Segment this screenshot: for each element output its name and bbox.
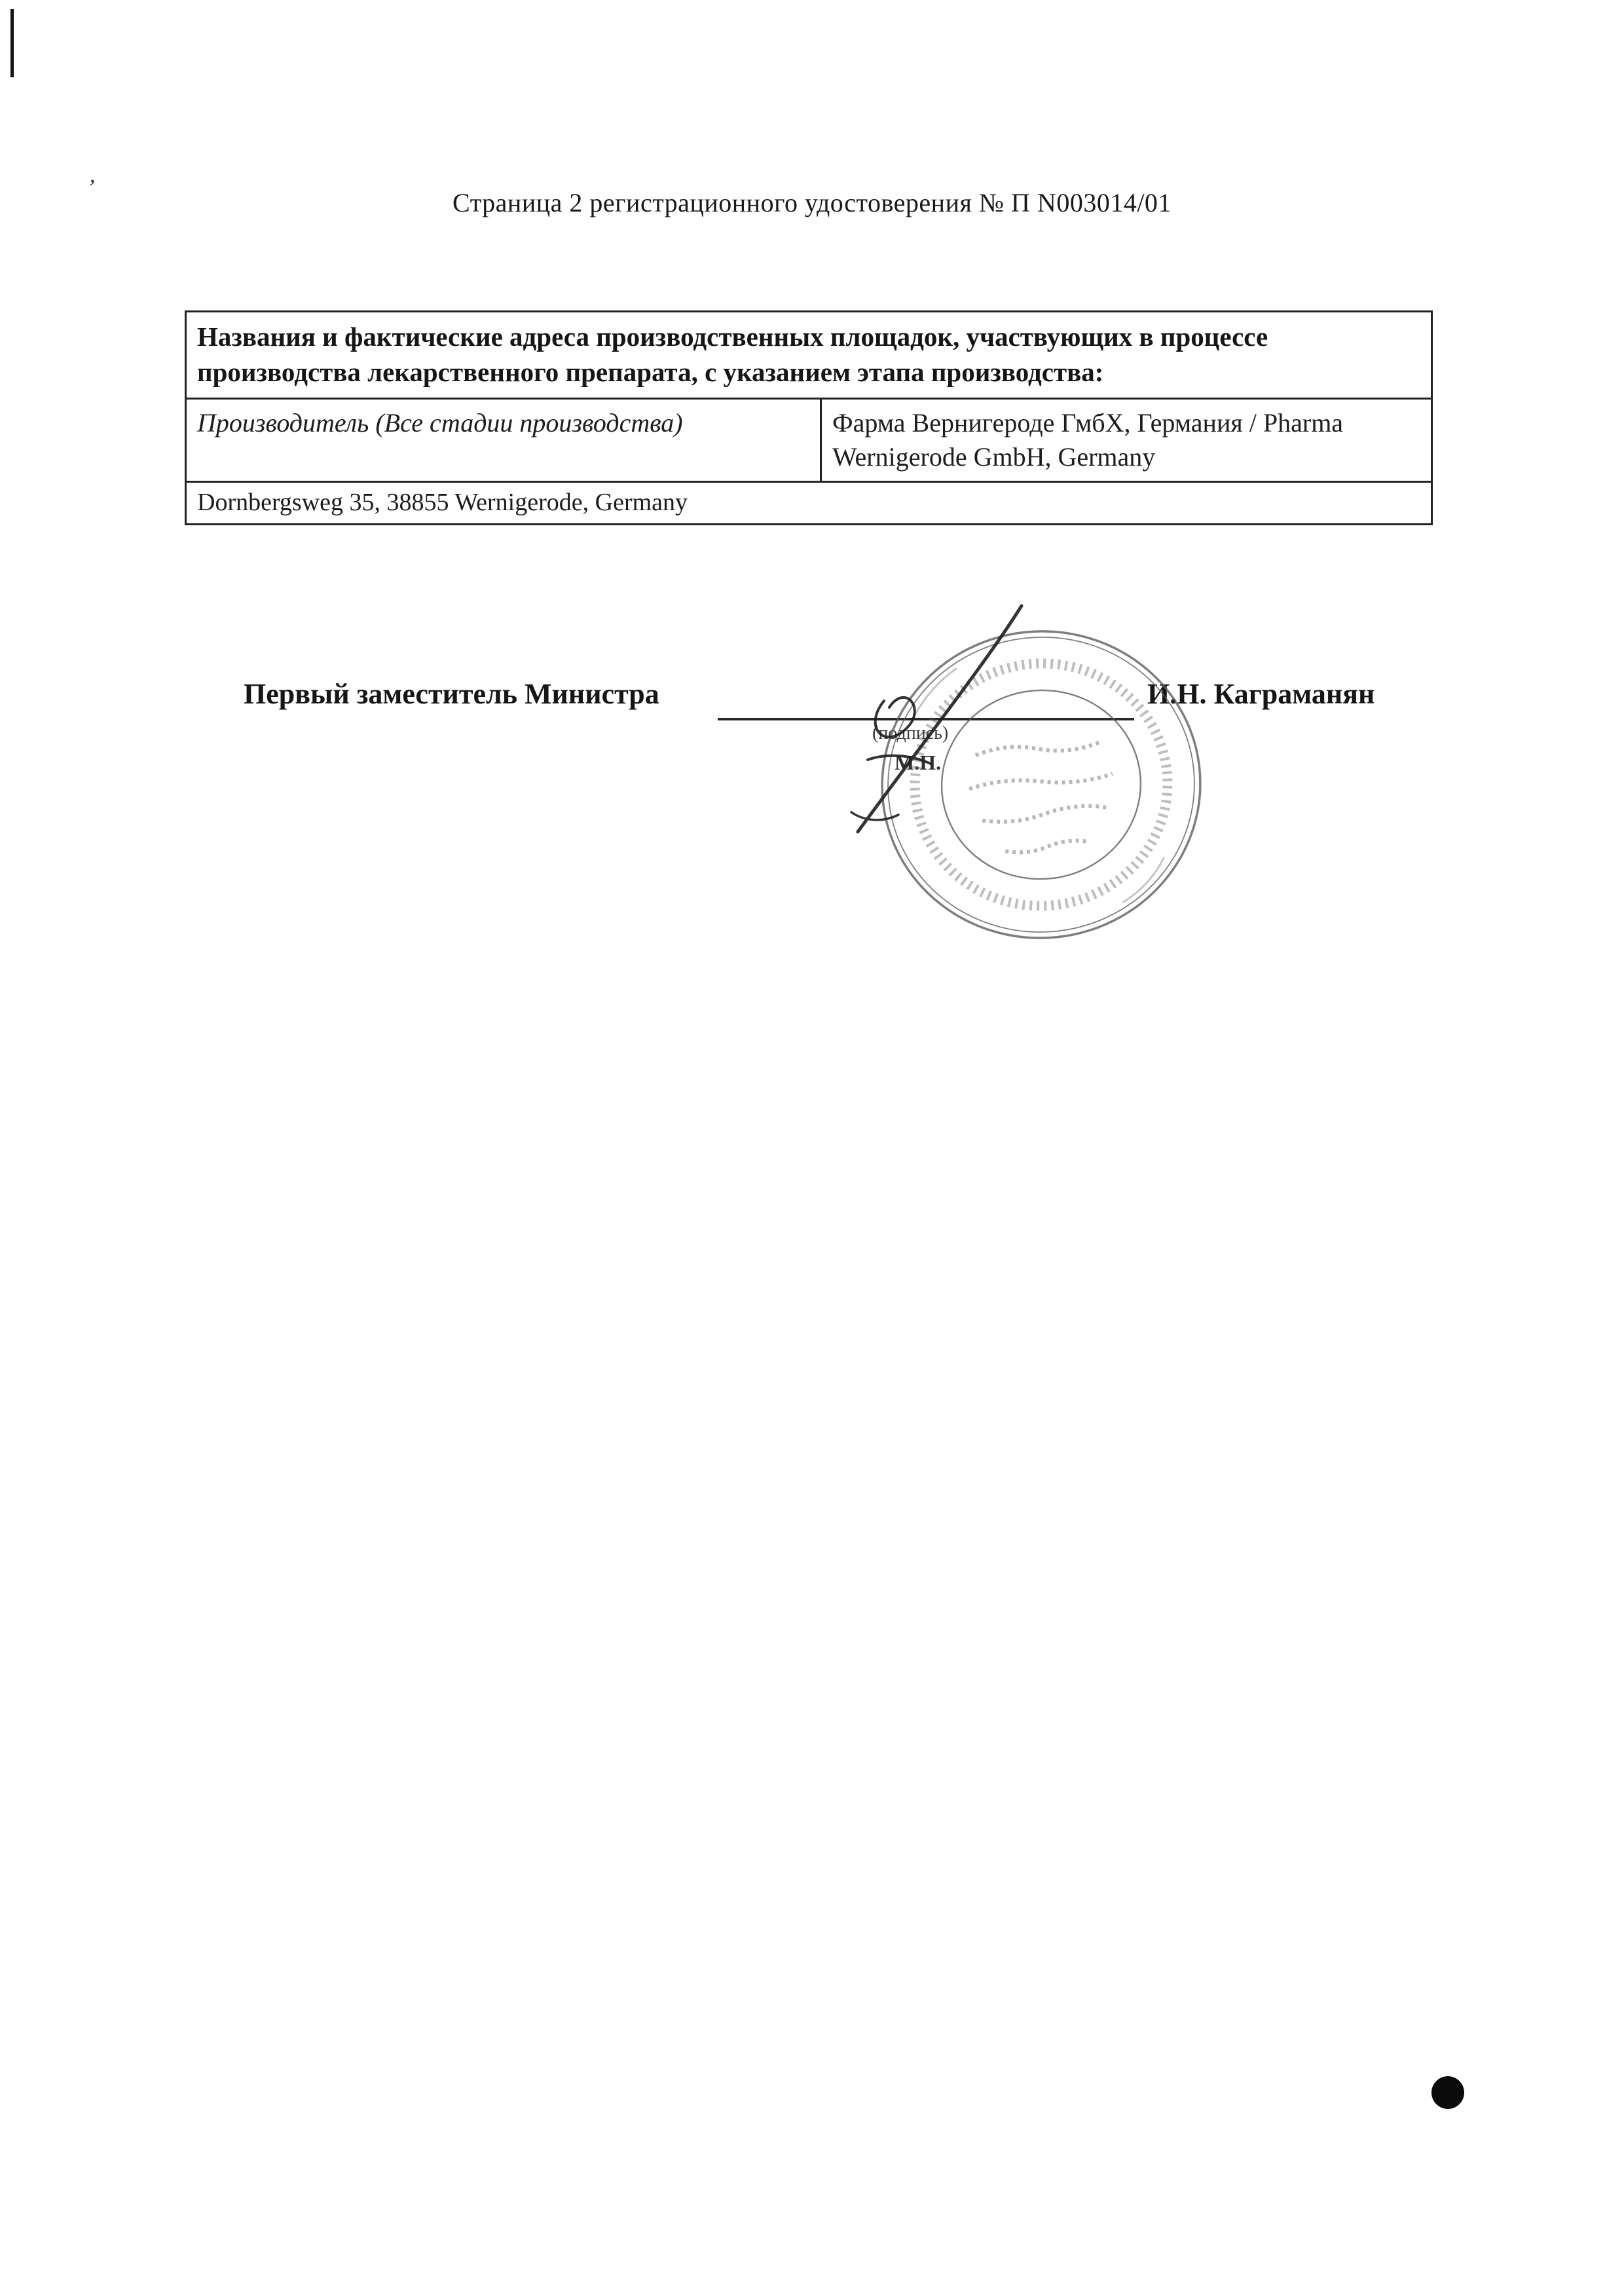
scan-punch-dot — [1431, 2076, 1464, 2109]
table-header: Названия и фактические адреса производственных площадок, участвующих в процессе производства лекарственного препарата, с указанием этапа производства: — [187, 312, 1431, 400]
seal-place-mark: М.П. — [895, 751, 942, 774]
handwritten-signature-graphic — [805, 596, 1080, 871]
scan-tick-mark: ’ — [86, 175, 97, 200]
table-row — [187, 400, 1431, 483]
manufacturer-address-cell: Dornbergsweg 35, 38855 Wernigerode, Germany — [197, 489, 688, 517]
scan-edge-line — [10, 9, 14, 77]
signature-caption: (подпись) — [872, 723, 949, 743]
signer-name: И.Н. Каграманян — [1147, 678, 1375, 710]
production-sites-table — [185, 310, 1433, 525]
manufacturer-value-cell: Фарма Вернигероде ГмбХ, Германия / Pharma Wernigerode GmbH, Germany — [832, 408, 1344, 472]
handwritten-signature — [805, 596, 1080, 871]
page-title: Страница 2 регистрационного удостоверения № П N003014/01 — [452, 188, 1172, 217]
signatory-position-title: Первый заместитель Министра — [244, 678, 659, 710]
manufacturer-label-cell: Производитель (Все стадии производства) — [187, 400, 822, 481]
